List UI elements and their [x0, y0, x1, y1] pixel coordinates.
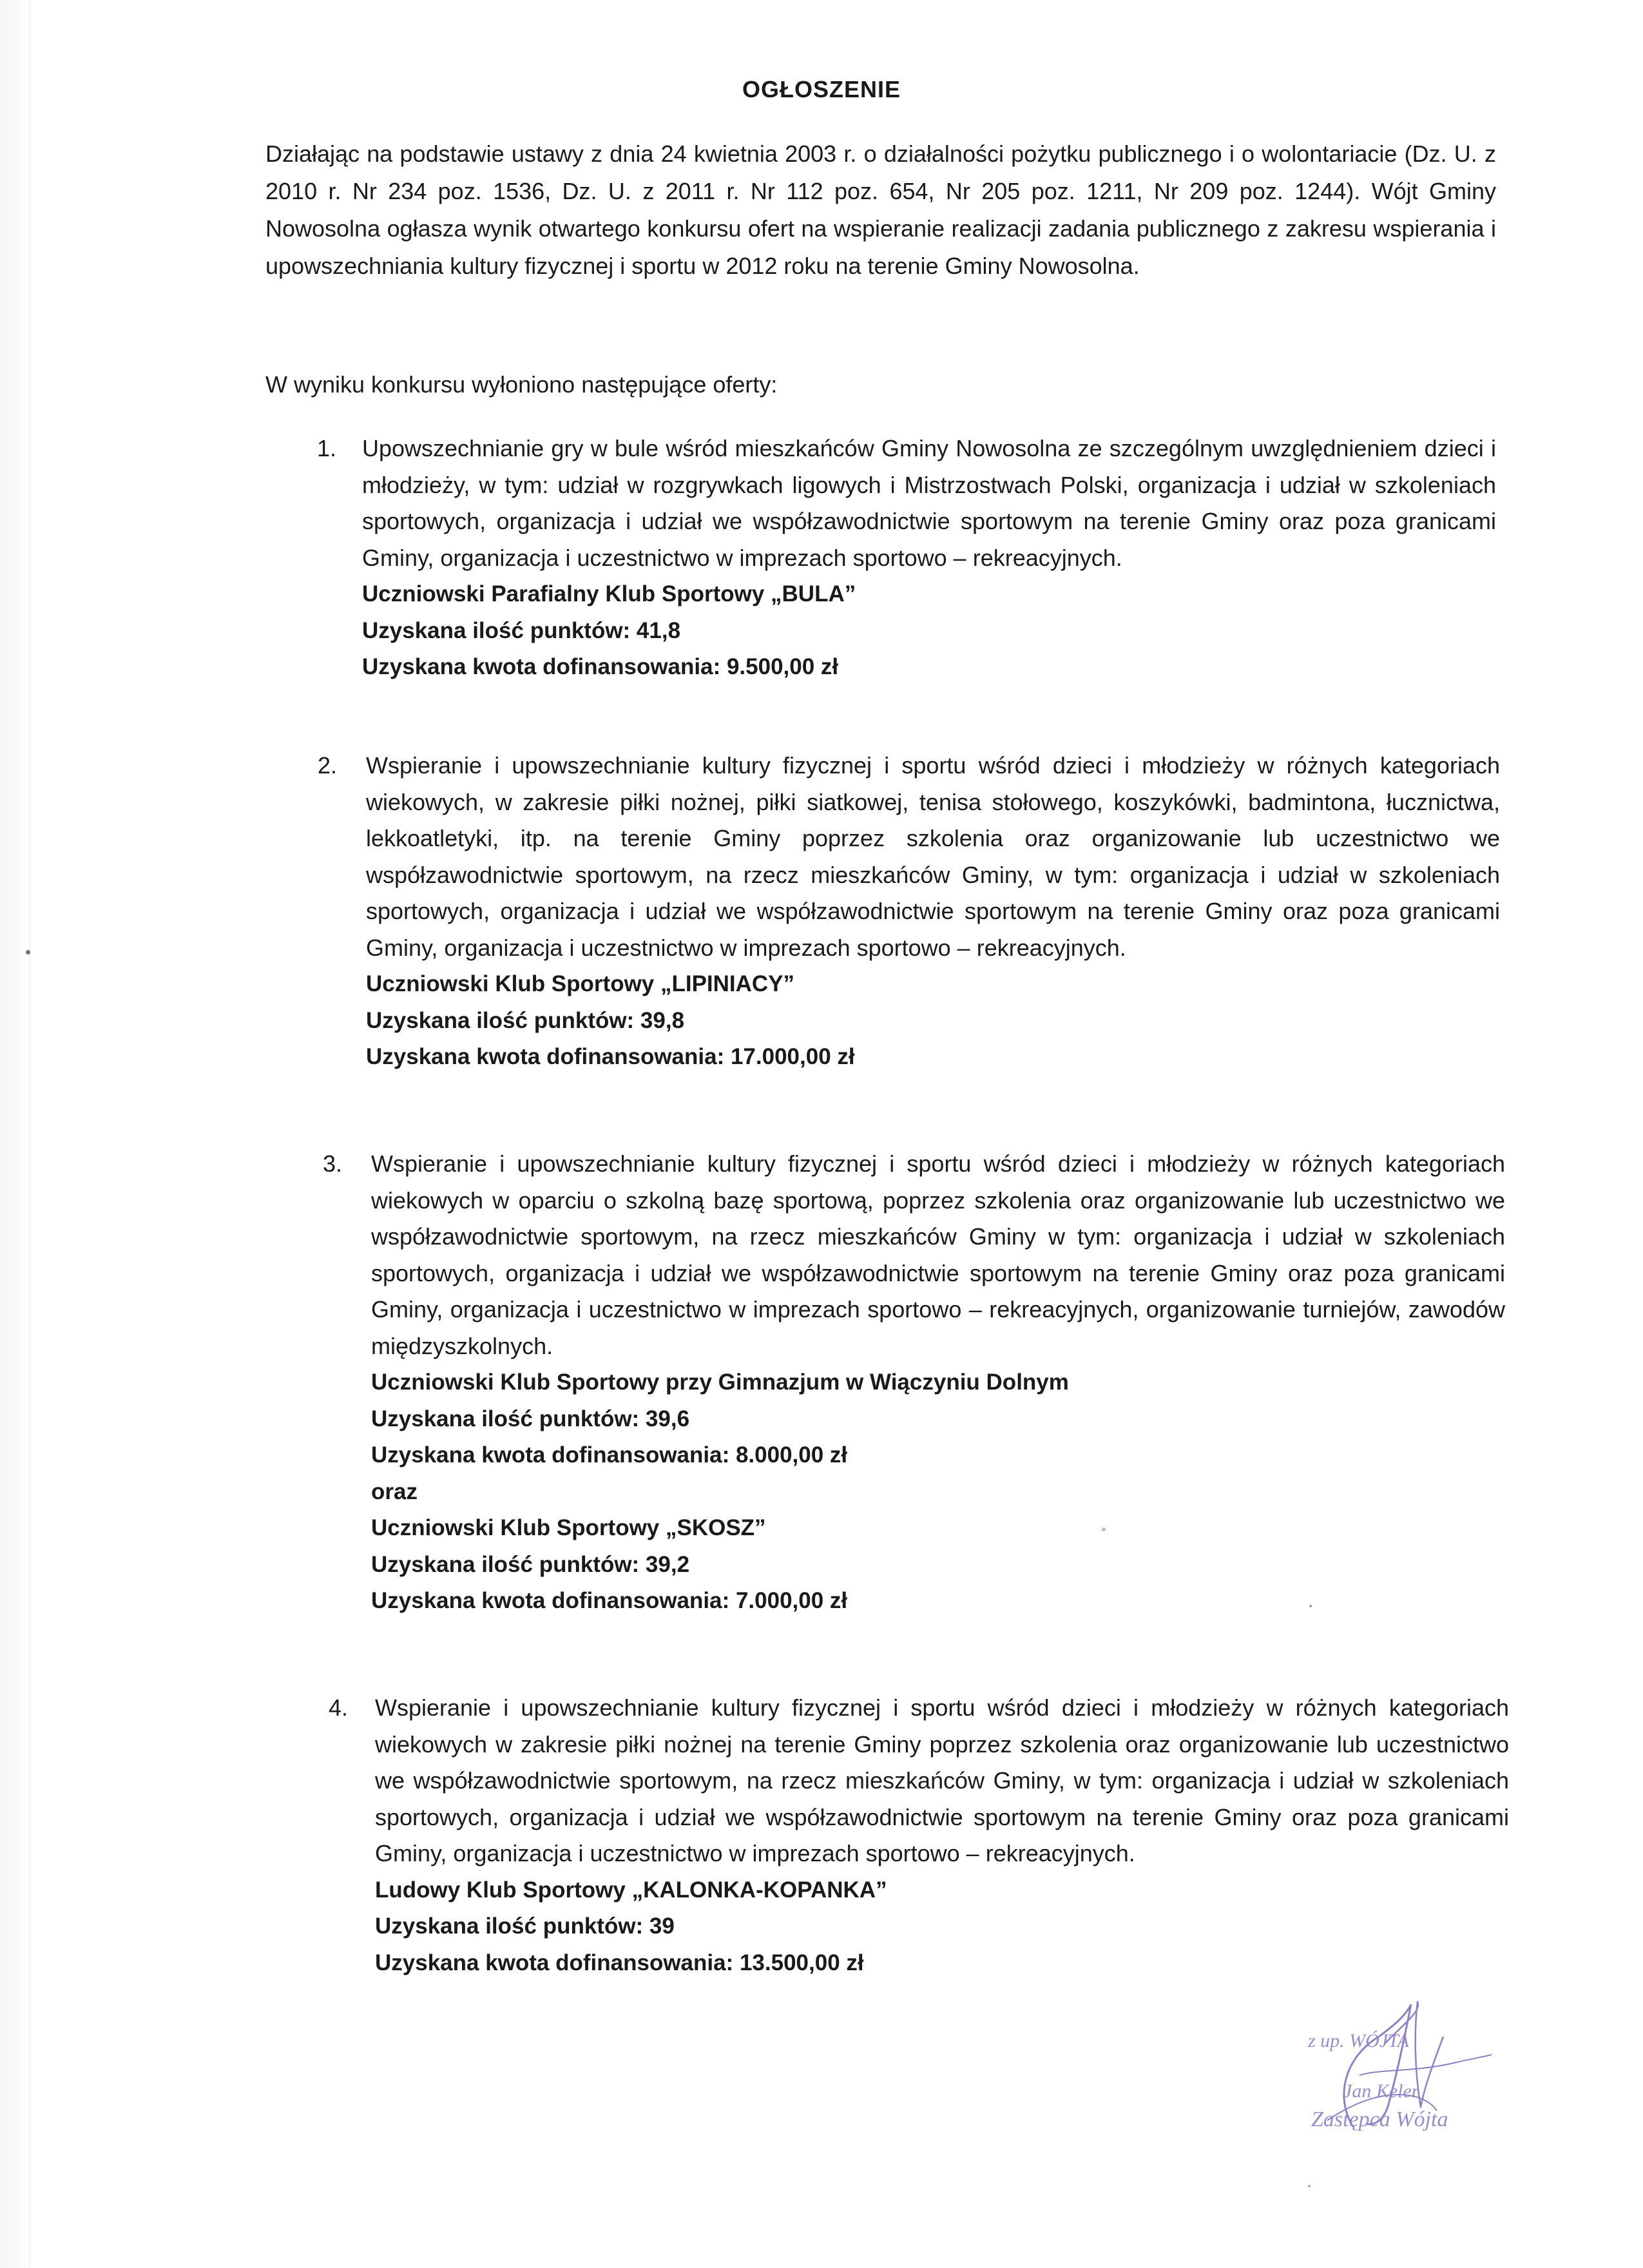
- item-number: 3.: [323, 1150, 343, 1177]
- item-number: 2.: [318, 752, 338, 779]
- item-number: 4.: [329, 1694, 349, 1721]
- funding-line: Uzyskana kwota dofinansowania: 13.500,00 zł: [375, 1950, 864, 1975]
- stamp-name: Jan Keler: [1343, 2080, 1419, 2102]
- item-description: Upowszechnianie gry w bule wśród mieszkańców Gminy Nowosolna ze szczególnym uwzględnieniem dzieci i młodzieży, w tym: udział w rozgrywkach ligowych i Mistrzostwach Polski, organizacja i udział w szkoleniach sportowych, organizacja i udział we współzawodnictwie sportowym na terenie Gminy oraz poza granicami Gminy, organizacja i uczestnictwo w imprezach sportowo – rekreacyjnych.: [362, 435, 1496, 571]
- item-description: Wspieranie i upowszechnianie kultury fizycznej i sportu wśród dzieci i młodzieży w różnych kategoriach wiekowych w zakresie piłki nożnej na terenie Gminy poprzez szkolenia oraz organizowanie lub uczestnictwo we współzawodnictwie sportowym, na rzecz mieszkańców Gminy, w tym: organizacja i udział w szkoleniach sportowych, organizacja i udział we współzawodnictwie sportowym na terenie Gminy oraz poza granicami Gminy, organizacja i uczestnictwo w imprezach sportowo – rekreacyjnych.: [375, 1694, 1509, 1866]
- club-name: Uczniowski Klub Sportowy przy Gimnazjum w Wiączyniu Dolnym: [371, 1370, 1069, 1395]
- points-line: Uzyskana ilość punktów: 41,8: [362, 617, 681, 643]
- scan-speck: [26, 950, 30, 955]
- stamp-position: Zastępca Wójta: [1311, 2108, 1448, 2131]
- intro-paragraph: Działając na podstawie ustawy z dnia 24 kwietnia 2003 r. o działalności pożytku publicznego i o wolontariacie (Dz. U. z 2010 r. Nr 234 poz. 1536, Dz. U. z 2011 r. Nr 112 poz. 654, Nr 205 poz. 1211, Nr 209 poz. 1244). Wójt Gminy Nowosolna ogłasza wynik otwartego konkursu ofert na wspieranie realizacji zadania publicznego z zakresu wspierania i upowszechniania kultury fizycznej i sportu w 2012 roku na terenie Gminy Nowosolna.: [265, 141, 1496, 279]
- funding-line: Uzyskana kwota dofinansowania: 7.000,00 zł: [371, 1588, 848, 1613]
- scan-speck: [1308, 2185, 1311, 2187]
- points-line: Uzyskana ilość punktów: 39,2: [371, 1551, 690, 1577]
- funding-line: Uzyskana kwota dofinansowania: 9.500,00 zł: [362, 654, 839, 679]
- funding-line: Uzyskana kwota dofinansowania: 8.000,00 zł: [371, 1442, 848, 1468]
- points-line: Uzyskana ilość punktów: 39,6: [371, 1406, 690, 1431]
- list-item: [318, 748, 1500, 1076]
- handwritten-signature: [1308, 1998, 1501, 2133]
- list-item: [317, 431, 1496, 686]
- document-title: OGŁOSZENIE: [742, 76, 901, 102]
- club-name: Uczniowski Parafialny Klub Sportowy „BULA”: [362, 581, 856, 606]
- scan-edge: [0, 0, 30, 2268]
- list-item: [323, 1146, 1505, 1620]
- club-name: Uczniowski Klub Sportowy „SKOSZ”: [371, 1515, 766, 1540]
- item-description: Wspieranie i upowszechnianie kultury fizycznej i sportu wśród dzieci i młodzieży w różnych kategoriach wiekowych w oparciu o szkolną bazę sportową, poprzez szkolenia oraz organizowanie lub uczestnictwo we współzawodnictwie sportowym, na rzecz mieszkańców Gminy w tym: organizacja i udział w szkoleniach sportowych, organizacja i udział we współzawodnictwie sportowym na terenie Gminy oraz poza granicami Gminy, organizacja i uczestnictwo w imprezach sportowo – rekreacyjnych, organizowanie turniejów, zawodów międzyszkolnych.: [371, 1150, 1505, 1359]
- lead-sentence: W wyniku konkursu wyłoniono następujące oferty:: [265, 371, 778, 398]
- signature-stamp: [1308, 1998, 1501, 2133]
- club-name: Uczniowski Klub Sportowy „LIPINIACY”: [366, 971, 795, 996]
- points-line: Uzyskana ilość punktów: 39,8: [366, 1007, 685, 1033]
- conjunction: oraz: [371, 1478, 418, 1504]
- stamp-authorization: z up. WÓJTA: [1308, 2030, 1409, 2051]
- club-name: Ludowy Klub Sportowy „KALONKA-KOPANKA”: [375, 1877, 887, 1903]
- list-item: [329, 1690, 1509, 1981]
- points-line: Uzyskana ilość punktów: 39: [375, 1914, 675, 1939]
- funding-line: Uzyskana kwota dofinansowania: 17.000,00 zł: [366, 1044, 855, 1069]
- item-description: Wspieranie i upowszechnianie kultury fizycznej i sportu wśród dzieci i młodzieży w różnych kategoriach wiekowych, w zakresie piłki nożnej, piłki siatkowej, tenisa stołowego, koszykówki, badmintona, łucznictwa, lekkoatletyki, itp. na terenie Gminy poprzez szkolenia oraz organizowanie lub uczestnictwo we współzawodnictwie sportowym, na rzecz mieszkańców Gminy, w tym: organizacja i udział w szkoleniach sportowych, organizacja i udział we współzawodnictwie sportowym na terenie Gminy oraz poza granicami Gminy, organizacja i uczestnictwo w imprezach sportowo – rekreacyjnych.: [366, 752, 1500, 961]
- item-number: 1.: [317, 435, 337, 461]
